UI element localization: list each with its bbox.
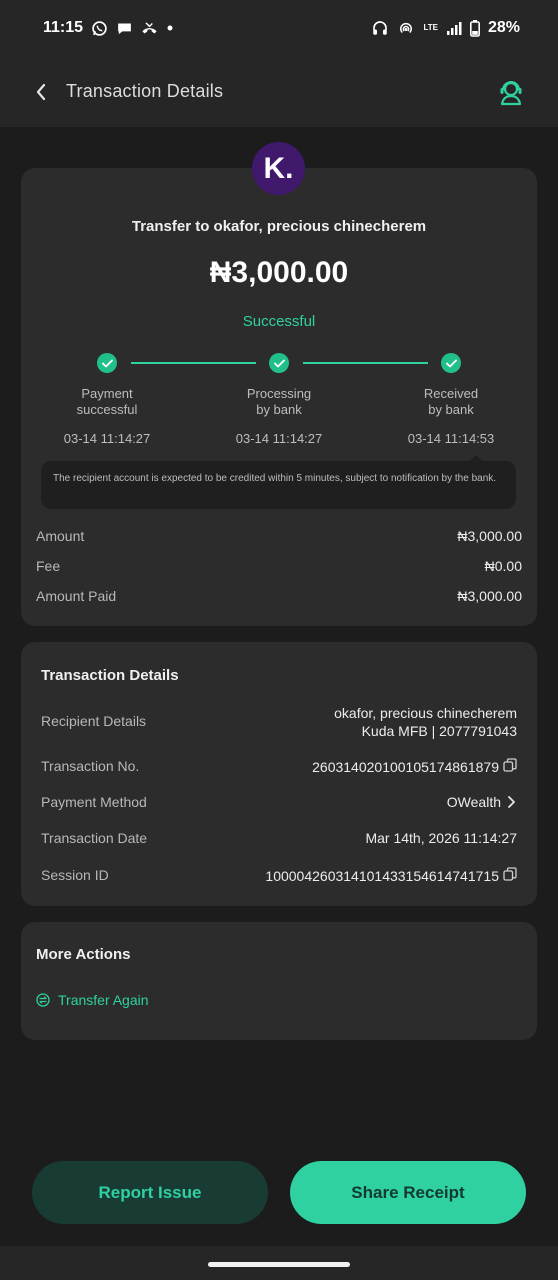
step-time-payment: 03-14 11:14:27	[63, 431, 151, 446]
detail-row-payment-method[interactable]	[41, 794, 517, 810]
hotspot-icon	[397, 19, 415, 37]
copy-transaction-no-button[interactable]	[503, 758, 517, 775]
step-label-payment	[47, 386, 167, 418]
battery-percent: 28%	[487, 19, 520, 36]
customer-support-button[interactable]	[494, 75, 528, 109]
detail-label: Transaction No.	[41, 758, 140, 774]
signal-icon	[446, 20, 462, 36]
summary-value: ₦3,000.00	[457, 528, 522, 544]
transaction-title: Transfer to okafor, precious chinecherem	[131, 218, 427, 235]
summary-label: Amount	[36, 528, 85, 544]
detail-label: Transaction Date	[41, 830, 148, 846]
step-check-icon-2	[269, 353, 289, 373]
step-label-received	[391, 386, 511, 418]
share-receipt-button[interactable]: Share Receipt	[290, 1161, 526, 1224]
summary-row-amount	[36, 528, 522, 544]
credit-notice-tooltip: The recipient account is expected to be credited within 5 minutes, subject to notification by the bank.	[41, 461, 516, 509]
transaction-no-value	[312, 758, 517, 775]
payment-method-value[interactable]	[447, 794, 517, 810]
detail-label: Session ID	[41, 867, 109, 883]
step-label-line: successful	[76, 402, 138, 417]
summary-row-fee	[36, 558, 522, 574]
system-navigation-bar	[0, 1246, 558, 1280]
transaction-date: Mar 14th, 2026 11:14:27	[365, 830, 517, 846]
battery-icon	[470, 20, 480, 37]
transfer-again-label: Transfer Again	[58, 992, 149, 1008]
status-time: 11:15	[43, 19, 84, 36]
more-actions-card	[21, 922, 537, 1040]
timeline-connector-2	[303, 362, 428, 364]
transfer-again-button[interactable]	[36, 992, 149, 1008]
transaction-summary-card	[21, 168, 537, 626]
status-bar	[0, 0, 558, 56]
bank-logo	[252, 142, 305, 195]
session-id-value	[265, 867, 517, 884]
status-bar-left	[43, 19, 174, 37]
page-title: Transaction Details	[66, 81, 224, 101]
detail-row-session-id	[41, 867, 517, 884]
transaction-no: 260314020100105174861879	[312, 758, 499, 775]
chevron-right-icon	[505, 795, 517, 809]
copy-icon	[503, 867, 517, 881]
report-issue-button[interactable]: Report Issue	[32, 1161, 268, 1224]
more-actions-title: More Actions	[36, 946, 131, 963]
app-bar	[0, 56, 558, 127]
step-time-processing: 03-14 11:14:27	[235, 431, 323, 446]
status-bar-right	[371, 19, 520, 37]
step-label-line: by bank	[256, 402, 302, 417]
details-section-title: Transaction Details	[41, 667, 179, 684]
step-label-processing	[219, 386, 339, 418]
whatsapp-icon	[91, 20, 108, 37]
detail-label: Recipient Details	[41, 713, 147, 729]
step-label-line: Payment	[81, 386, 133, 401]
transfer-icon	[36, 993, 50, 1007]
session-id: 100004260314101433154614741715	[265, 867, 499, 884]
detail-row-transaction-no	[41, 758, 517, 775]
network-type-label: LTE	[423, 23, 438, 32]
transaction-amount: ₦3,000.00	[209, 256, 349, 289]
summary-row-amount-paid	[36, 588, 522, 604]
step-label-line: Received	[423, 386, 479, 401]
summary-value: ₦0.00	[484, 558, 522, 574]
step-time-received: 03-14 11:14:53	[407, 431, 495, 446]
chevron-left-icon	[35, 83, 47, 101]
notification-dot-icon	[166, 24, 174, 32]
missed-call-icon	[141, 20, 158, 37]
headphones-icon	[371, 19, 389, 37]
step-label-line: by bank	[428, 402, 474, 417]
copy-session-id-button[interactable]	[503, 867, 517, 884]
bank-logo-letter: K.	[263, 151, 294, 185]
recipient-name: okafor, precious chinecherem	[334, 705, 517, 721]
detail-row-transaction-date	[41, 830, 517, 846]
headset-agent-icon	[496, 77, 526, 107]
chat-icon	[116, 20, 133, 37]
copy-icon	[503, 758, 517, 772]
step-label-line: Processing	[246, 386, 312, 401]
summary-label: Fee	[36, 558, 61, 574]
back-button[interactable]	[30, 77, 52, 107]
recipient-bank: Kuda MFB | 2077791043	[361, 723, 517, 739]
transaction-details-card	[21, 642, 537, 906]
recipient-details-value	[334, 704, 517, 740]
summary-label: Amount Paid	[36, 588, 117, 604]
home-gesture-bar[interactable]	[208, 1262, 350, 1267]
payment-method: OWealth	[446, 794, 501, 810]
transaction-status: Successful	[242, 313, 316, 330]
timeline-connector-1	[131, 362, 256, 364]
step-check-icon-1	[97, 353, 117, 373]
summary-value: ₦3,000.00	[457, 588, 522, 604]
detail-row-recipient	[41, 704, 517, 740]
detail-label: Payment Method	[41, 794, 147, 810]
step-check-icon-3	[441, 353, 461, 373]
